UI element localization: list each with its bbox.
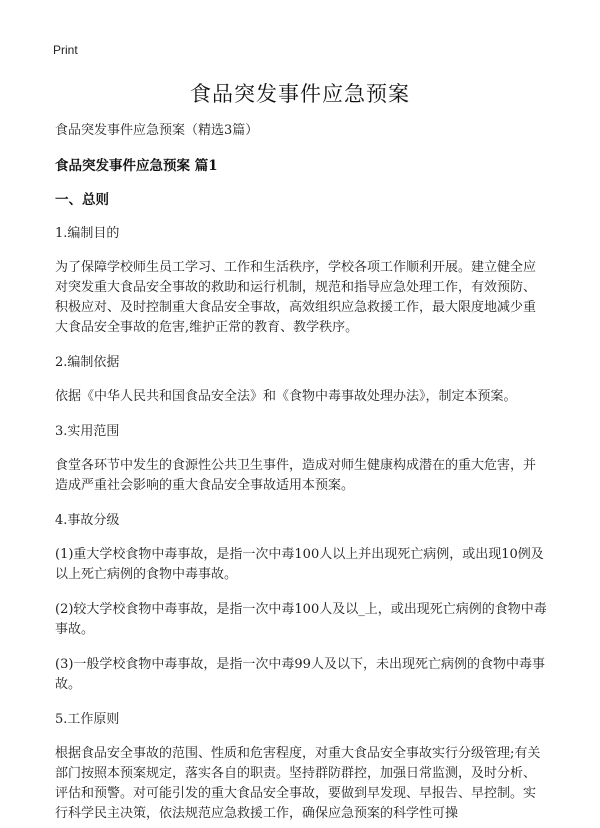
document-title: 食品突发事件应急预案 (190, 82, 410, 106)
document-body (55, 121, 547, 828)
paragraph: 依据《中华人民共和国食品安全法》和《食物中毒事故处理办法》，制定本预案。 (55, 389, 517, 404)
section-heading: 一、总则 (55, 192, 109, 208)
document-subtitle: 食品突发事件应急预案（精选3篇） (55, 123, 259, 138)
print-link[interactable]: Print (53, 43, 78, 57)
paragraph: 根据食品安全事故的范围、性质和危害程度，对重大食品安全事故实行分级管理;有关部门按照本预案规定，落实各自的职责。坚持群防群控，加强日常监测，及时分析、评估和预警。对可能引发的重大食品安全事故，要做到早发现、早报告、早控制。实行科学民主决策，依法规范应急救援工作，确保应急预案的科学性可操 (55, 746, 541, 821)
subsection-heading-purpose: 1.编制目的 (55, 226, 120, 241)
paragraph: (2)较大学校食物中毒事故，是指一次中毒100人及以_上，或出现死亡病例的食物中毒事故。 (55, 602, 547, 637)
paragraph: 食堂各环节中发生的食源性公共卫生事件，造成对师生健康构成潜在的重大危害，并造成严重社会影响的重大食品安全事故适用本预案。 (55, 458, 537, 493)
subsection-heading-principles: 5.工作原则 (55, 712, 120, 727)
subsection-heading-basis: 2.编制依据 (55, 355, 120, 370)
subsection-heading-scope: 3.实用范围 (55, 424, 120, 439)
paragraph: (1)重大学校食物中毒事故，是指一次中毒100人以上并出现死亡病例，或出现10例及以上死亡病例的食物中毒事故。 (55, 547, 544, 582)
article-heading: 食品突发事件应急预案 篇1 (55, 158, 218, 174)
paragraph: (3)一般学校食物中毒事故，是指一次中毒99人及以下，未出现死亡病例的食物中毒事故。 (55, 657, 545, 692)
paragraph: 为了保障学校师生员工学习、工作和生活秩序，学校各项工作顺利开展。建立健全应对突发重大食品安全事故的救助和运行机制，规范和指导应急处理工作，有效预防、积极应对、及时控制重大食品安全事故，高效组织应急救援工作，最大限度地减少重大食品安全事故的危害,维护正常的教育、教学秩序。 (55, 260, 537, 335)
subsection-heading-grading: 4.事故分级 (55, 513, 120, 528)
